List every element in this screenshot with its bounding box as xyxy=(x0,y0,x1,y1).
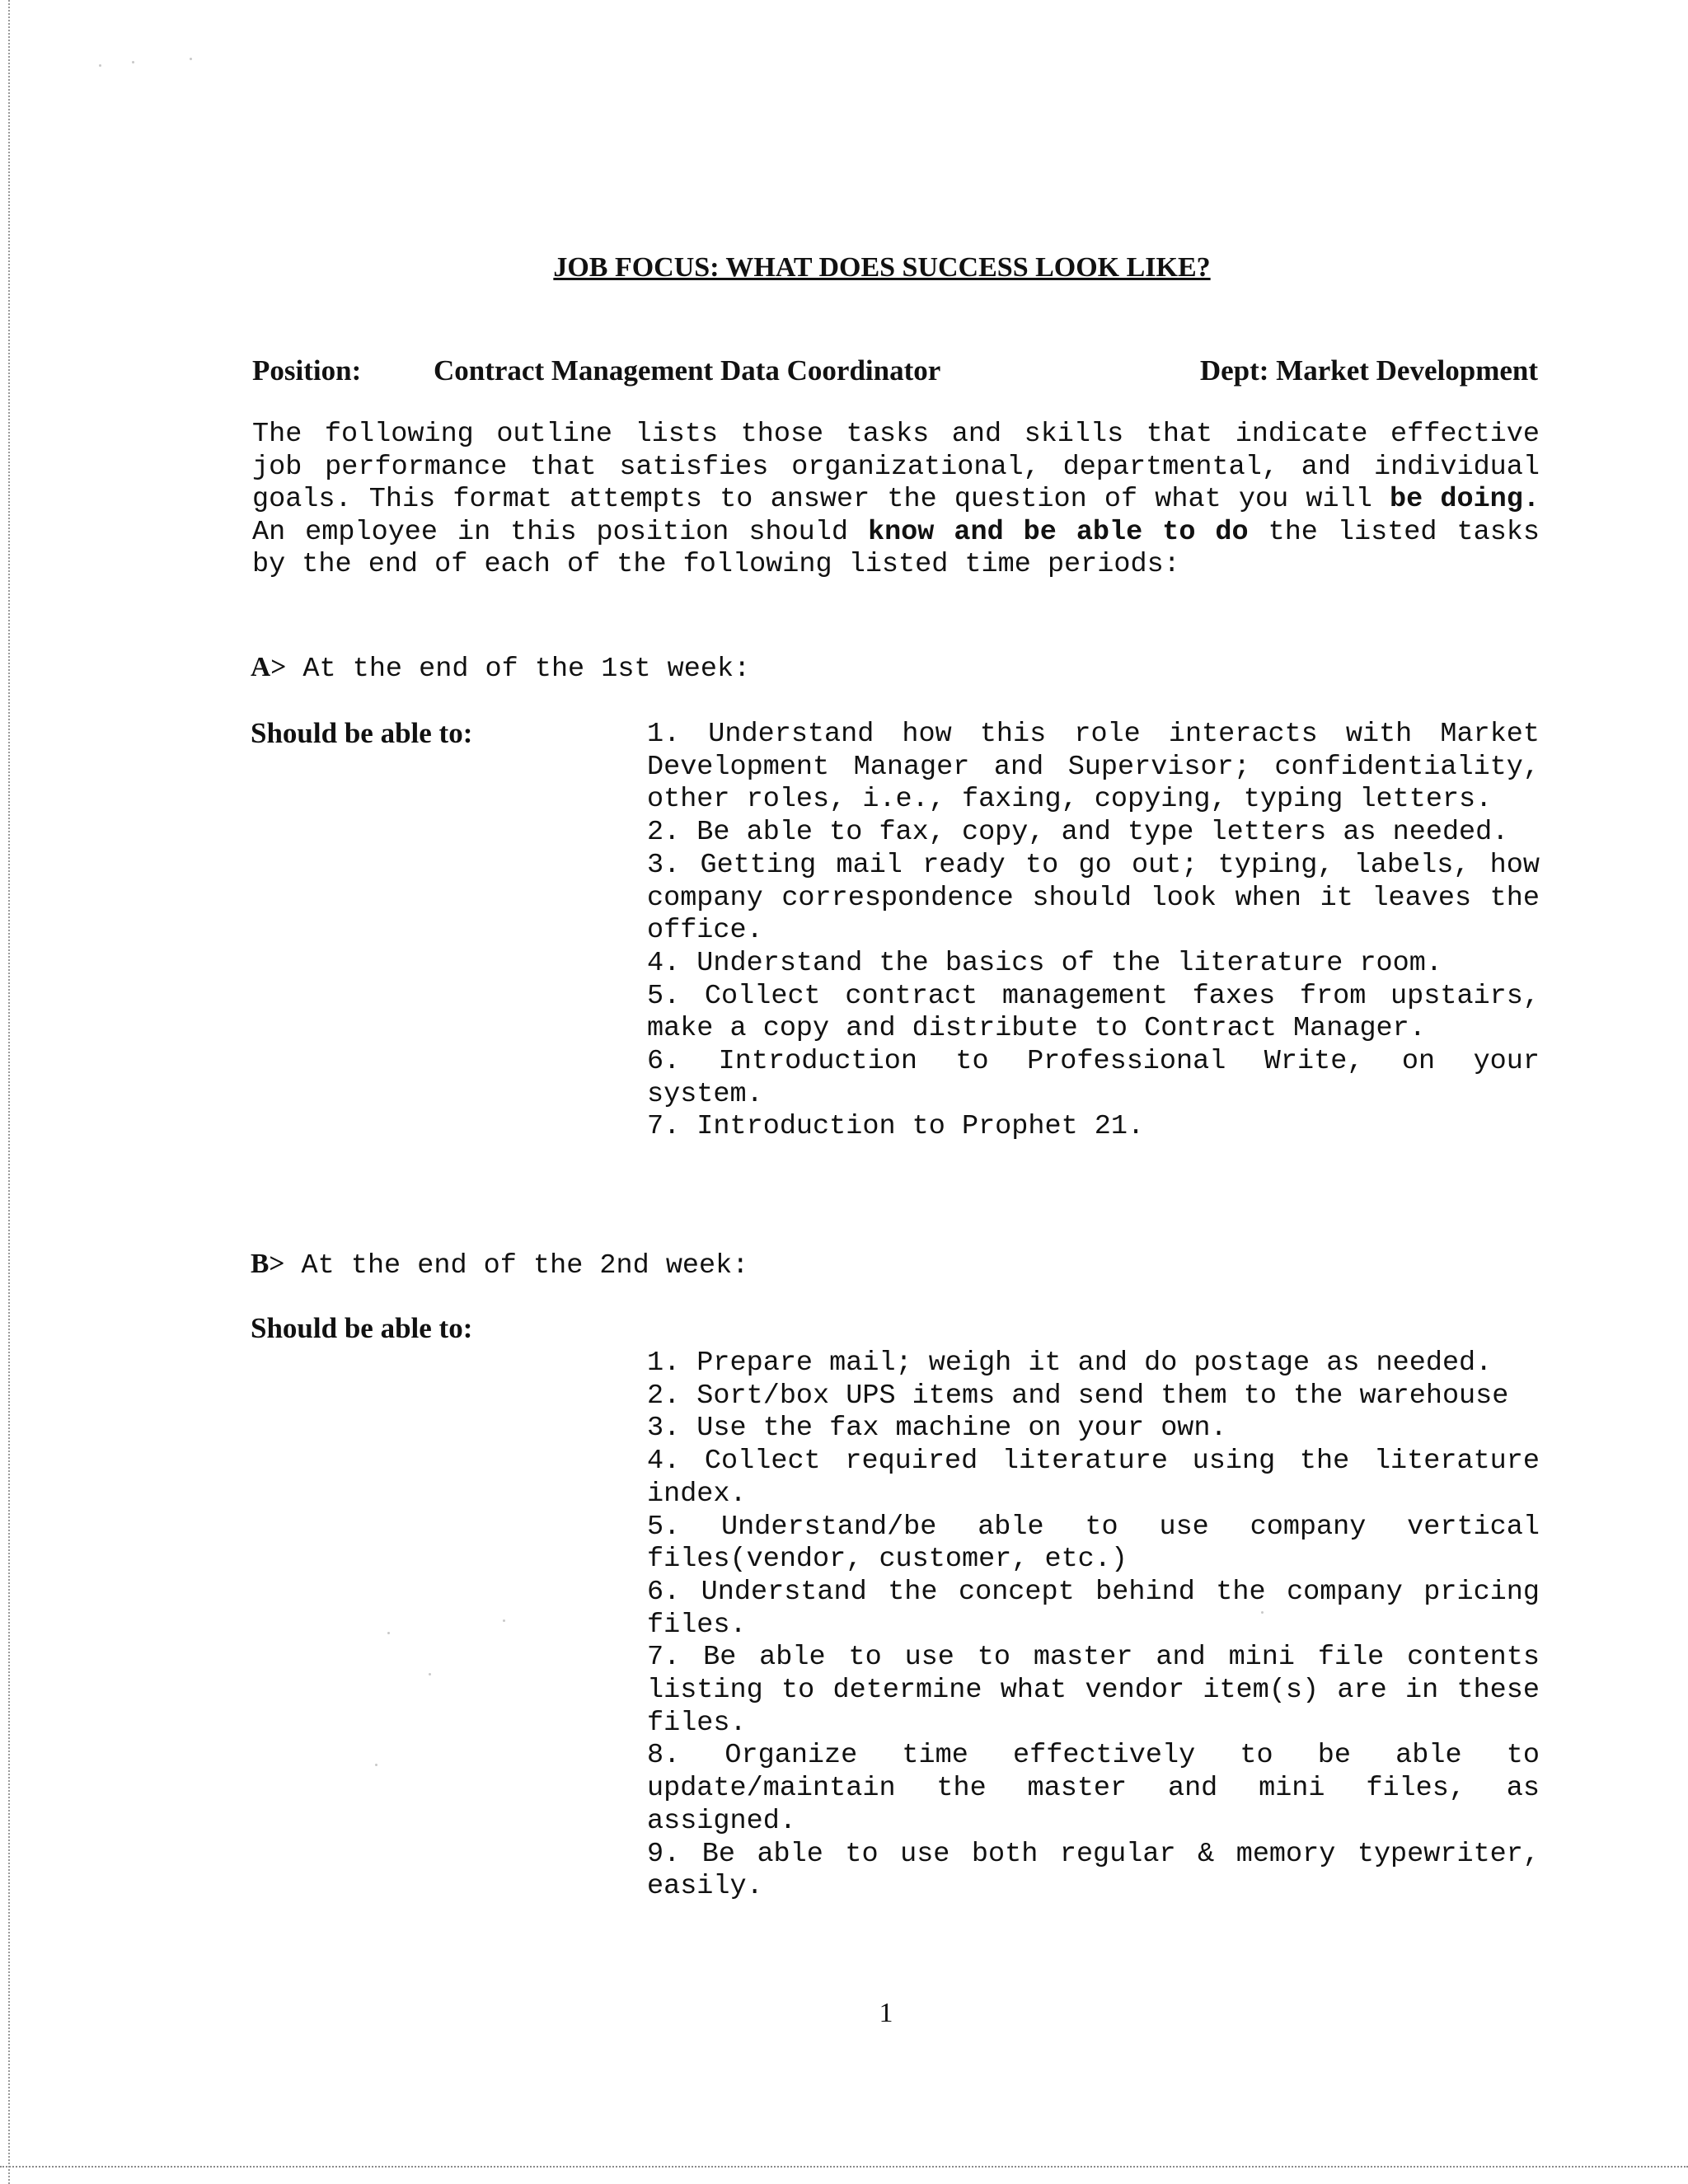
section-b-should-label: Should be able to: xyxy=(251,1312,473,1344)
scan-speck xyxy=(190,58,192,60)
list-item: 8. Organize time effectively to be able to update/maintain the master and mini files, as assigned. xyxy=(647,1740,1540,1837)
section-a-heading xyxy=(251,652,750,685)
section-a-should-label: Should be able to: xyxy=(251,717,473,749)
intro-paragraph xyxy=(252,419,1540,582)
scan-speck xyxy=(132,61,134,63)
department-label: Dept: Market Development xyxy=(1199,354,1538,387)
intro-text: The following outline lists those tasks and skills that indicate effective job performance that satisfies organizational, departmental, and individual goals. This format attempts to answer the question of what you will xyxy=(252,419,1540,515)
list-item: 1. Prepare mail; weigh it and do postage as needed. xyxy=(647,1347,1493,1379)
list-item: 3. Use the fax machine on your own. xyxy=(647,1413,1227,1445)
page-title: JOB FOCUS: WHAT DOES SUCCESS LOOK LIKE? xyxy=(553,252,1211,283)
list-item: 5. Understand/be able to use company vertical files(vendor, customer, etc.) xyxy=(647,1511,1540,1576)
section-a-task-list xyxy=(647,719,1540,1144)
section-heading-text: At the end of the 2nd week: xyxy=(284,1250,749,1282)
list-item: 2. Be able to fax, copy, and type letters as needed. xyxy=(647,817,1509,849)
list-item: 7. Introduction to Prophet 21. xyxy=(647,1111,1145,1143)
scan-speck xyxy=(99,64,101,67)
list-item: 6. Understand the concept behind the company pricing files. xyxy=(647,1576,1540,1641)
intro-emphasis: be doing. xyxy=(1389,484,1540,515)
bottom-margin-rule xyxy=(0,2166,1688,2168)
list-item: 1. Understand how this role interacts with Market Development Manager and Supervisor; confidentiality, other roles, i.e., faxing, copying, typing letters. xyxy=(647,719,1540,816)
position-label: Position: xyxy=(252,354,362,387)
list-item: 6. Introduction to Professional Write, on your system. xyxy=(647,1046,1540,1110)
section-marker: A> xyxy=(251,652,287,682)
list-item: 3. Getting mail ready to go out; typing, labels, how company correspondence should look when it leaves the office. xyxy=(647,849,1540,947)
list-item: 5. Collect contract management faxes from upstairs, make a copy and distribute to Contract Manager. xyxy=(647,980,1540,1045)
scan-speck xyxy=(375,1764,377,1766)
intro-text: the listed tasks by the end of each of the following listed time periods: xyxy=(252,516,1540,580)
scan-speck xyxy=(387,1632,390,1634)
section-b-task-list xyxy=(647,1347,1540,1904)
section-b-heading xyxy=(251,1249,748,1282)
list-item: 4. Collect required literature using the literature index. xyxy=(647,1446,1540,1510)
list-item: 9. Be able to use both regular & memory typewriter, easily. xyxy=(647,1838,1540,1903)
list-item: 4. Understand the basics of the literature room. xyxy=(647,947,1442,979)
list-item: 7. Be able to use to master and mini file contents listing to determine what vendor item(s) are in these files. xyxy=(647,1642,1540,1739)
left-margin-rule xyxy=(8,0,10,2184)
position-value: Contract Management Data Coordinator xyxy=(434,354,941,387)
section-heading-text: At the end of the 1st week: xyxy=(286,654,751,685)
scan-speck xyxy=(503,1619,505,1622)
scan-speck xyxy=(429,1673,431,1675)
intro-text: An employee in this position should xyxy=(252,516,868,548)
page-number: 1 xyxy=(879,1998,893,2028)
intro-emphasis: know and be able to do xyxy=(867,516,1249,548)
section-marker: B> xyxy=(251,1249,285,1279)
list-item: 2. Sort/box UPS items and send them to the warehouse xyxy=(647,1380,1509,1412)
